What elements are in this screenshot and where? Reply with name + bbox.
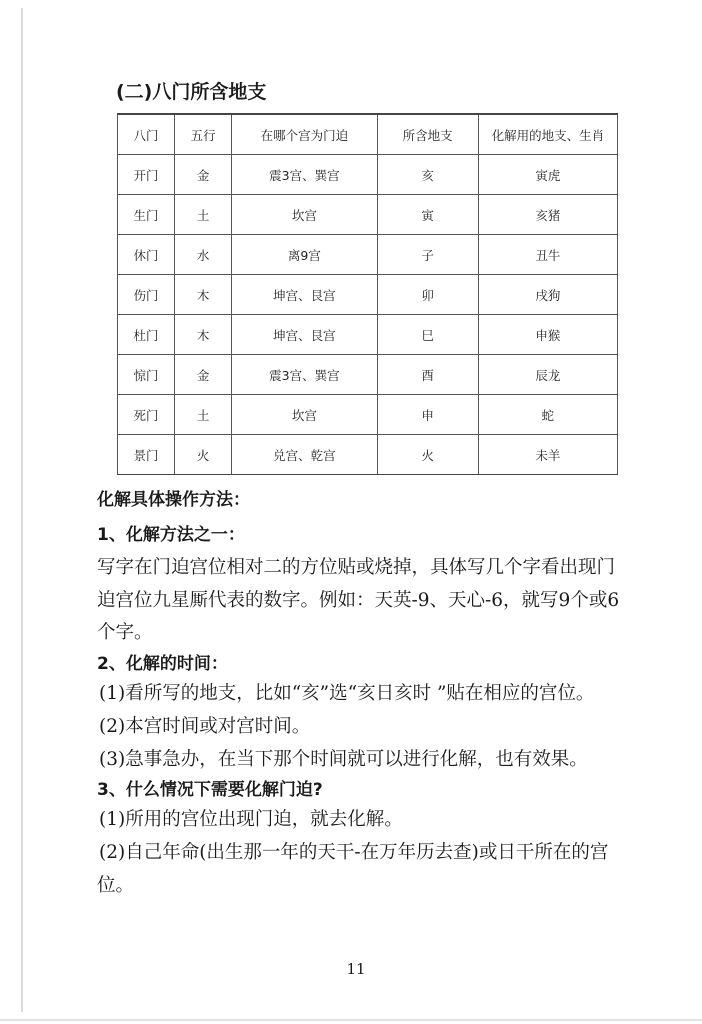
cell-element: 金 (175, 355, 232, 395)
cell-gate: 生门 (118, 195, 175, 235)
cell-element: 水 (175, 235, 232, 275)
method3-item: (1)所用的宫位出现门迫，就去化解。 (99, 809, 403, 830)
cell-gate: 杜门 (118, 315, 175, 355)
cell-branch: 子 (377, 235, 478, 275)
method2-heading: 2、化解的时间： (97, 654, 228, 674)
method2-item: (1)看所写的地支，比如“亥”选“亥日亥时 ”贴在相应的宫位。 (99, 683, 595, 704)
cell-remedy: 辰龙 (478, 355, 617, 395)
cell-remedy: 亥猪 (478, 195, 617, 235)
method2-item: (3)急事急办，在当下那个时间就可以进行化解，也有效果。 (99, 749, 588, 770)
cell-branch: 申 (377, 395, 478, 435)
table-row (118, 275, 618, 315)
methods-heading: 化解具体操作方法： (97, 490, 250, 510)
header-gate: 八门 (118, 114, 175, 155)
cell-remedy: 蛇 (478, 395, 617, 435)
method2-item: (2)本宫时间或对宫时间。 (99, 716, 311, 737)
cell-palace: 离9宫 (232, 235, 377, 275)
cell-gate: 死门 (118, 395, 175, 435)
cell-remedy: 丑牛 (478, 235, 617, 275)
cell-gate: 伤门 (118, 275, 175, 315)
cell-gate: 休门 (118, 235, 175, 275)
cell-branch: 酉 (377, 355, 478, 395)
cell-element: 土 (175, 395, 232, 435)
cell-branch: 火 (377, 435, 478, 475)
method3-heading: 3、什么情况下需要化解门迫? (97, 780, 323, 800)
page-number: 11 (346, 960, 366, 978)
page-edge-left (21, 8, 23, 1012)
page-edge-bottom (0, 1019, 702, 1021)
eight-gates-table (117, 113, 618, 475)
section-title: (二)八门所含地支 (116, 81, 267, 103)
method1-line: 个字。 (97, 622, 153, 643)
table-row (118, 155, 618, 195)
cell-branch: 巳 (377, 315, 478, 355)
cell-branch: 卯 (377, 275, 478, 315)
cell-palace: 震3宫、巽宫 (232, 155, 377, 195)
cell-palace: 坎宫 (232, 195, 377, 235)
method1-line: 迫宫位九星厮代表的数字。例如：天英-9、天心-6，就写9个或6 (97, 590, 620, 611)
method3-item: (2)自己年命(出生那一年的天干-在万年历去查)或日干所在的宫 (99, 842, 609, 863)
header-palace: 在哪个宫为门迫 (232, 114, 377, 155)
cell-gate: 开门 (118, 155, 175, 195)
cell-branch: 寅 (377, 195, 478, 235)
cell-element: 火 (175, 435, 232, 475)
header-branch: 所含地支 (377, 114, 478, 155)
cell-palace: 坤宫、艮宫 (232, 315, 377, 355)
table-row (118, 435, 618, 475)
table-row (118, 195, 618, 235)
cell-element: 木 (175, 275, 232, 315)
table-row (118, 235, 618, 275)
cell-element: 土 (175, 195, 232, 235)
cell-palace: 坎宫 (232, 395, 377, 435)
method1-line: 写字在门迫宫位相对二的方位贴或烧掉，具体写几个字看出现门 (97, 557, 616, 578)
cell-branch: 亥 (377, 155, 478, 195)
header-remedy: 化解用的地支、生肖 (478, 114, 617, 155)
table-row (118, 355, 618, 395)
cell-remedy: 寅虎 (478, 155, 617, 195)
cell-element: 木 (175, 315, 232, 355)
cell-gate: 景门 (118, 435, 175, 475)
table-row (118, 395, 618, 435)
table-row (118, 315, 618, 355)
table-header-row (118, 114, 618, 155)
cell-remedy: 戌狗 (478, 275, 617, 315)
method1-heading: 1、化解方法之一： (97, 525, 245, 545)
cell-palace: 坤宫、艮宫 (232, 275, 377, 315)
header-element: 五行 (175, 114, 232, 155)
cell-palace: 兑宫、乾宫 (232, 435, 377, 475)
cell-element: 金 (175, 155, 232, 195)
cell-gate: 惊门 (118, 355, 175, 395)
cell-palace: 震3宫、巽宫 (232, 355, 377, 395)
cell-remedy: 申猴 (478, 315, 617, 355)
cell-remedy: 未羊 (478, 435, 617, 475)
method3-item: 位。 (97, 875, 135, 896)
